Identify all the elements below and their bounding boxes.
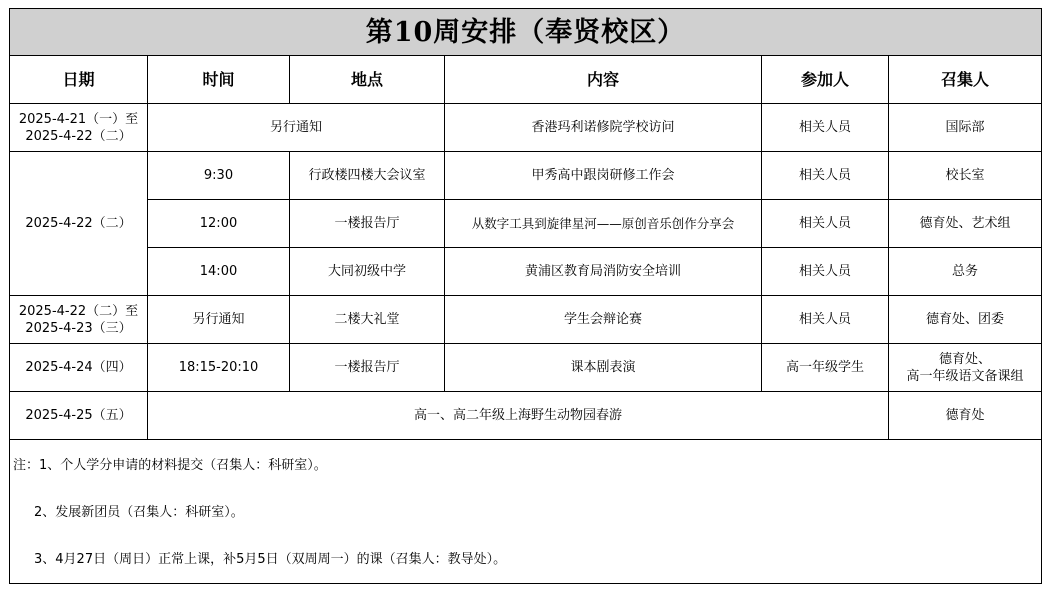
convener-cell: 德育处 bbox=[889, 392, 1042, 440]
participants-cell: 相关人员 bbox=[762, 104, 889, 152]
header-date: 日期 bbox=[10, 56, 148, 104]
time-cell: 12:00 bbox=[148, 200, 290, 248]
convener-line: 高一年级语文备课组 bbox=[906, 368, 1024, 384]
content-cell: 学生会辩论赛 bbox=[445, 296, 762, 344]
participants-cell: 相关人员 bbox=[762, 296, 889, 344]
table-row bbox=[10, 344, 1042, 392]
place-cell: 大同初级中学 bbox=[290, 248, 445, 296]
content-cell: 甲秀高中跟岗研修工作会 bbox=[445, 152, 762, 200]
convener-cell: 德育处、艺术组 bbox=[889, 200, 1042, 248]
content-cell: 高一、高二年级上海野生动物园春游 bbox=[148, 392, 889, 440]
header-time: 时间 bbox=[148, 56, 290, 104]
table-row bbox=[10, 200, 1042, 248]
time-cell: 9:30 bbox=[148, 152, 290, 200]
convener-cell: 国际部 bbox=[889, 104, 1042, 152]
participants-cell: 高一年级学生 bbox=[762, 344, 889, 392]
header-participants: 参加人 bbox=[762, 56, 889, 104]
place-cell: 二楼大礼堂 bbox=[290, 296, 445, 344]
header-convener: 召集人 bbox=[889, 56, 1042, 104]
date-line: 2025-4-21（一）至 bbox=[18, 111, 139, 127]
convener-cell: 德育处、团委 bbox=[889, 296, 1042, 344]
date-cell: 2025-4-22（二） bbox=[10, 152, 148, 296]
date-line: 2025-4-22（二） bbox=[25, 128, 132, 144]
content-cell: 课本剧表演 bbox=[445, 344, 762, 392]
header-place: 地点 bbox=[290, 56, 445, 104]
convener-cell: 校长室 bbox=[889, 152, 1042, 200]
page-title: 第10周安排（奉贤校区） bbox=[10, 9, 1042, 56]
time-place-cell: 另行通知 bbox=[148, 104, 445, 152]
header-row bbox=[10, 56, 1042, 104]
time-cell: 另行通知 bbox=[148, 296, 290, 344]
convener-line: 德育处、 bbox=[939, 351, 992, 367]
table-row bbox=[10, 152, 1042, 200]
note-line: 注：1、个人学分申请的材料提交（召集人：科研室）。 bbox=[13, 458, 327, 473]
date-cell: 2025-4-25（五） bbox=[10, 392, 148, 440]
date-line: 2025-4-23（三） bbox=[25, 320, 132, 336]
time-cell: 14:00 bbox=[148, 248, 290, 296]
date-line: 2025-4-22（二）至 bbox=[18, 303, 139, 319]
date-cell bbox=[10, 296, 148, 344]
participants-cell: 相关人员 bbox=[762, 200, 889, 248]
date-cell bbox=[10, 104, 148, 152]
note-line: 2、发展新团员（召集人：科研室）。 bbox=[34, 505, 244, 520]
content-cell: 香港玛利诺修院学校访问 bbox=[445, 104, 762, 152]
place-cell: 一楼报告厅 bbox=[290, 344, 445, 392]
table-row bbox=[10, 104, 1042, 152]
participants-cell: 相关人员 bbox=[762, 152, 889, 200]
place-cell: 一楼报告厅 bbox=[290, 200, 445, 248]
place-cell: 行政楼四楼大会议室 bbox=[290, 152, 445, 200]
table-row bbox=[10, 248, 1042, 296]
date-cell: 2025-4-24（四） bbox=[10, 344, 148, 392]
table-row bbox=[10, 296, 1042, 344]
schedule-sheet bbox=[9, 8, 1041, 584]
convener-cell bbox=[889, 344, 1042, 392]
notes-cell bbox=[10, 440, 1042, 584]
schedule-table bbox=[9, 8, 1042, 584]
table-row bbox=[10, 392, 1042, 440]
convener-cell: 总务 bbox=[889, 248, 1042, 296]
content-cell: 从数字工具到旋律星河——原创音乐创作分享会 bbox=[445, 200, 762, 248]
participants-cell: 相关人员 bbox=[762, 248, 889, 296]
content-cell: 黄浦区教育局消防安全培训 bbox=[445, 248, 762, 296]
time-cell: 18:15-20:10 bbox=[148, 344, 290, 392]
header-content: 内容 bbox=[445, 56, 762, 104]
note-line: 3、4月27日（周日）正常上课，补5月5日（双周周一）的课（召集人：教导处）。 bbox=[34, 552, 507, 567]
